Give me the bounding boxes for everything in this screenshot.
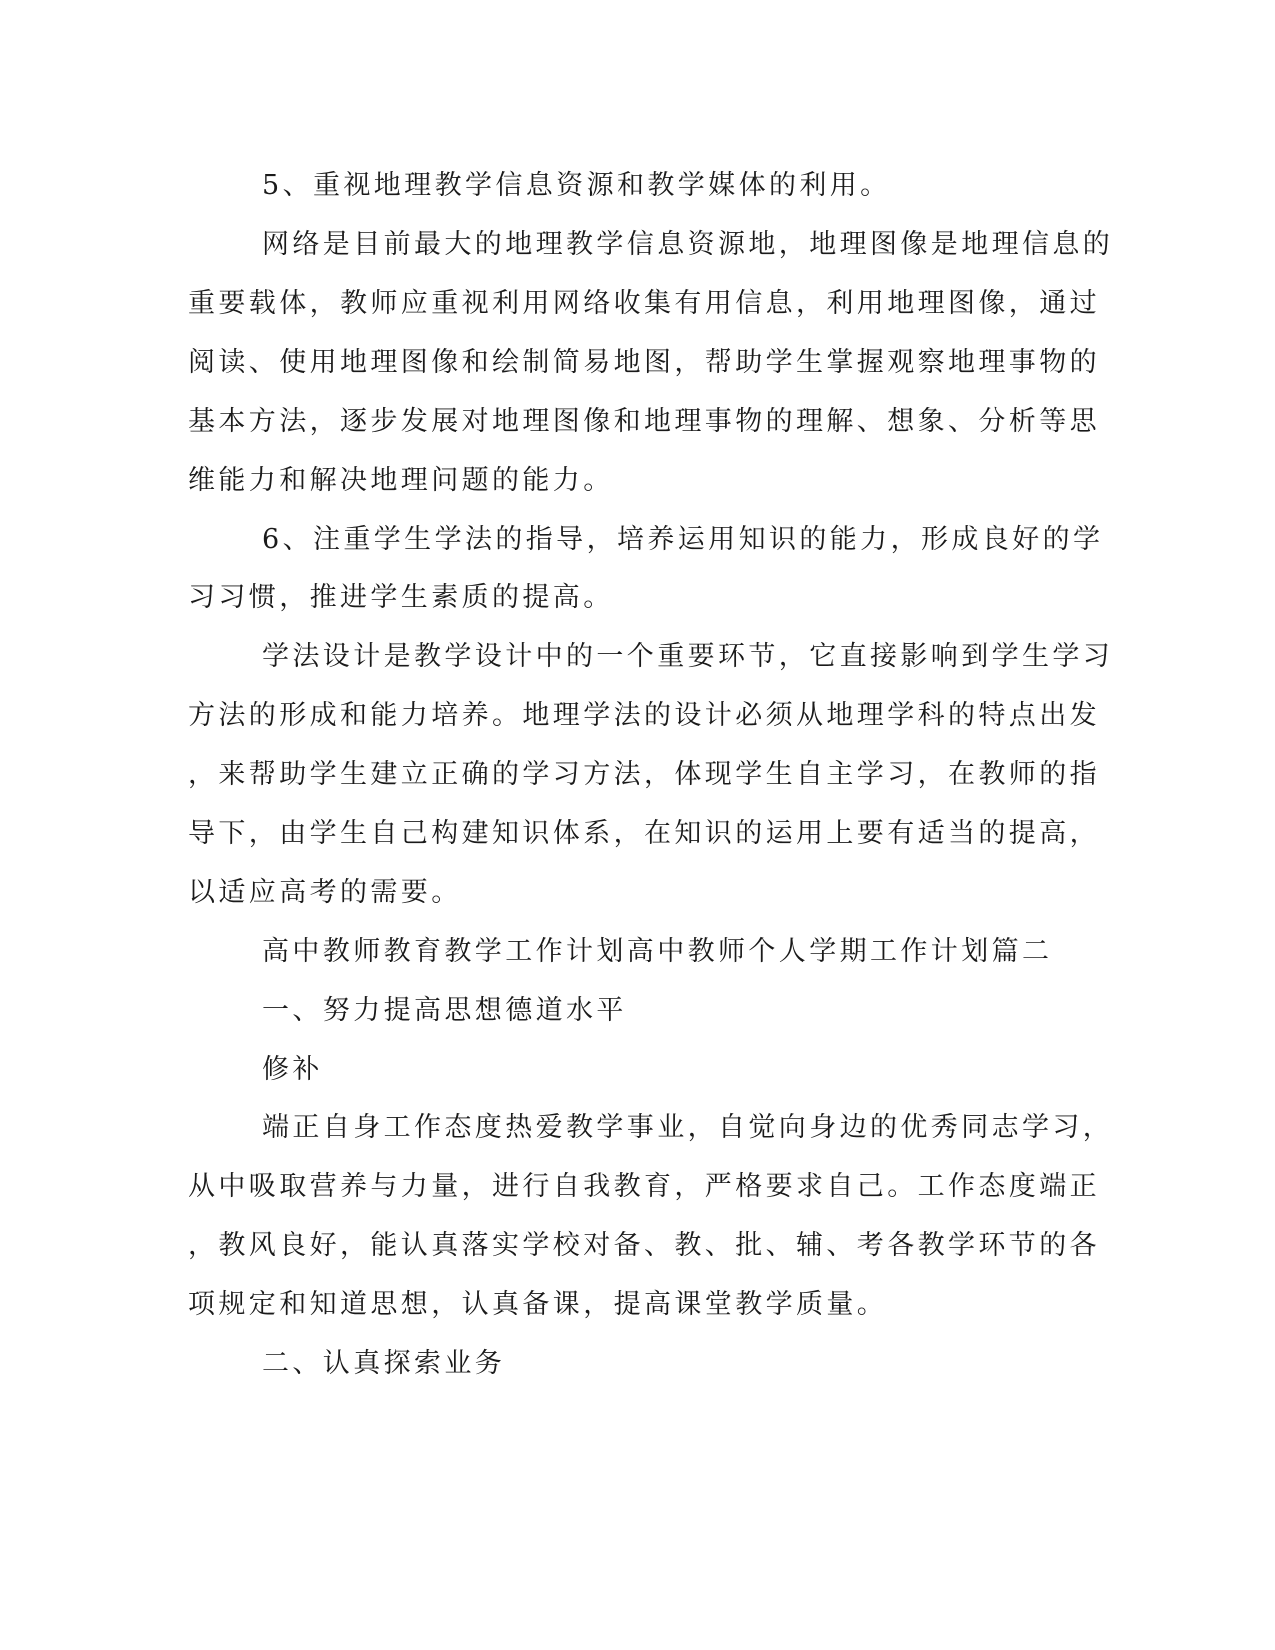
paragraph-line: 项规定和知道思想，认真备课，提高课堂教学质量。 xyxy=(188,1289,888,1320)
paragraph-line: 端正自身工作态度热爱教学事业，自觉向身边的优秀同志学习， xyxy=(262,1112,1114,1143)
paragraph-line: 从中吸取营养与力量，进行自我教育，严格要求自己。工作态度端正 xyxy=(188,1171,1100,1202)
paragraph-line: 重要载体，教师应重视利用网络收集有用信息，利用地理图像，通过 xyxy=(188,288,1100,319)
paragraph-line: 阅读、使用地理图像和绘制简易地图，帮助学生掌握观察地理事物的 xyxy=(188,347,1100,378)
paragraph-line: 学法设计是教学设计中的一个重要环节，它直接影响到学生学习 xyxy=(262,641,1114,672)
heading-6-continued: 习习惯，推进学生素质的提高。 xyxy=(188,582,614,613)
paragraph-line: ，来帮助学生建立正确的学习方法，体现学生自主学习，在教师的指 xyxy=(188,759,1100,790)
paragraph-line: 基本方法，逐步发展对地理图像和地理事物的理解、想象、分析等思 xyxy=(188,406,1100,437)
paragraph-line: 以适应高考的需要。 xyxy=(188,877,462,908)
heading-5: 5、重视地理教学信息资源和教学媒体的利用。 xyxy=(262,170,891,201)
heading-1: 一、努力提高思想德道水平 xyxy=(262,995,627,1026)
heading-2: 二、认真探索业务 xyxy=(262,1348,506,1379)
paragraph-line: 方法的形成和能力培养。地理学法的设计必须从地理学科的特点出发 xyxy=(188,700,1100,731)
paragraph-line: 网络是目前最大的地理教学信息资源地，地理图像是地理信息的 xyxy=(262,229,1114,260)
heading-6: 6、注重学生学法的指导，培养运用知识的能力，形成良好的学 xyxy=(262,524,1104,555)
paragraph-line: 导下，由学生自己构建知识体系，在知识的运用上要有适当的提高， xyxy=(188,818,1100,849)
paragraph-line: ，教风良好，能认真落实学校对备、教、批、辅、考各教学环节的各 xyxy=(188,1230,1100,1261)
section-title: 高中教师教育教学工作计划高中教师个人学期工作计划篇二 xyxy=(262,936,1053,967)
paragraph-line: 维能力和解决地理问题的能力。 xyxy=(188,465,614,496)
heading-1-continued: 修补 xyxy=(262,1054,323,1085)
